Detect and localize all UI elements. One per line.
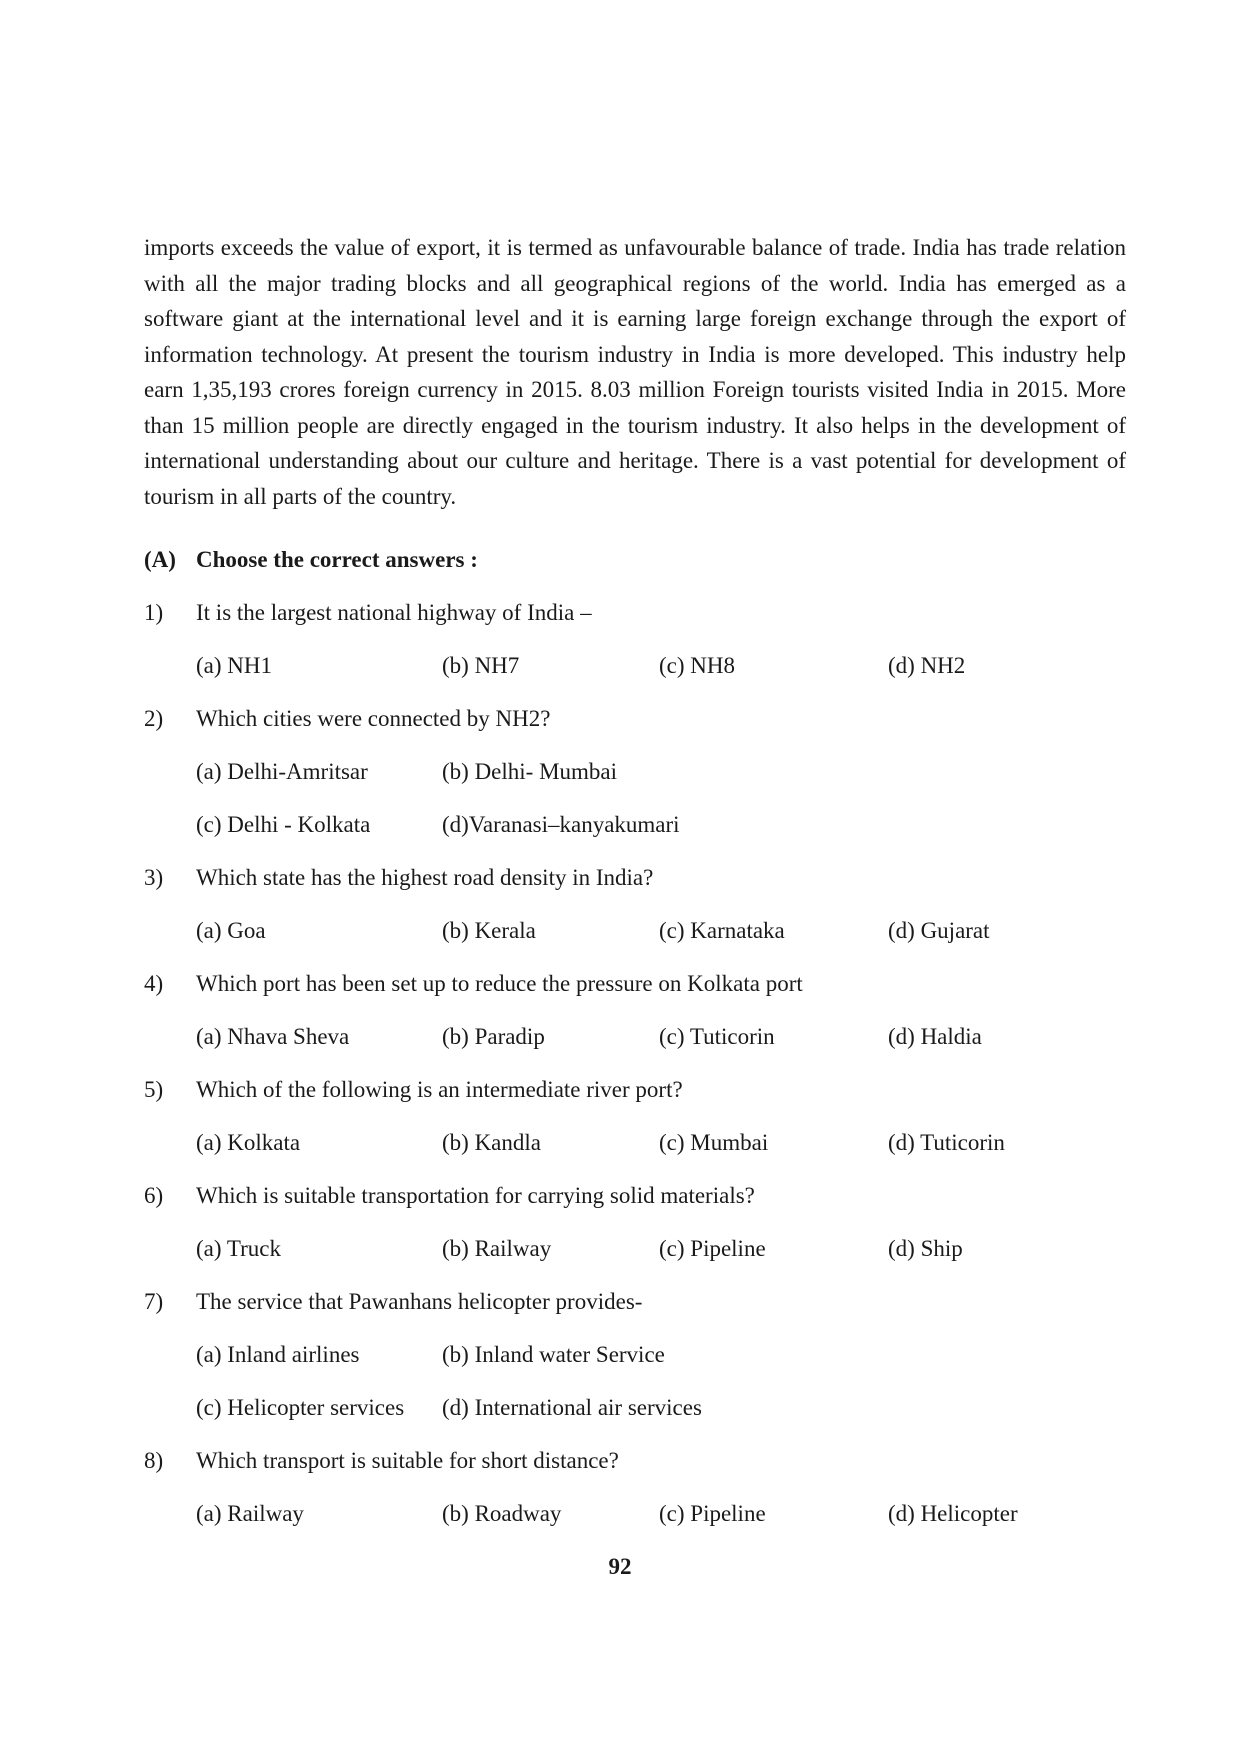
- answer-option: (d) Helicopter: [888, 1501, 1018, 1526]
- answer-option: (a) NH1: [196, 653, 272, 678]
- option-row: [144, 745, 1126, 798]
- option-row: [144, 798, 1126, 851]
- question-8: [144, 1434, 1126, 1487]
- option-row: [144, 1116, 1126, 1169]
- question-text: Which of the following is an intermediate river port?: [196, 1077, 683, 1102]
- option-row: [144, 1487, 1126, 1540]
- question-text: Which cities were connected by NH2?: [196, 706, 551, 731]
- answer-option: (c) Tuticorin: [659, 1024, 775, 1049]
- question-number: 8): [144, 1448, 164, 1473]
- answer-option: (d)Varanasi–kanyakumari: [442, 812, 680, 837]
- answer-option: (a) Goa: [196, 918, 266, 943]
- answer-option: (c) Karnataka: [659, 918, 785, 943]
- section-label: (A): [144, 547, 176, 572]
- question-text: Which state has the highest road density in India?: [196, 865, 654, 890]
- answer-option: (b) Inland water Service: [442, 1342, 665, 1367]
- answer-option: (a) Delhi-Amritsar: [196, 759, 368, 784]
- question-text: The service that Pawanhans helicopter provides-: [196, 1289, 643, 1314]
- answer-option: (c) NH8: [659, 653, 735, 678]
- question-text: Which is suitable transportation for carrying solid materials?: [196, 1183, 755, 1208]
- question-list: [144, 586, 1126, 1540]
- question-4: [144, 957, 1126, 1010]
- page-number: 92: [608, 1554, 632, 1579]
- option-row: [144, 1328, 1126, 1381]
- answer-option: (b) NH7: [442, 653, 520, 678]
- answer-option: (a) Inland airlines: [196, 1342, 360, 1367]
- answer-option: (a) Truck: [196, 1236, 281, 1261]
- answer-option: (c) Helicopter services: [196, 1395, 405, 1420]
- answer-option: (d) Ship: [888, 1236, 963, 1261]
- answer-option: (c) Pipeline: [659, 1236, 766, 1261]
- answer-option: (b) Delhi- Mumbai: [442, 759, 618, 784]
- intro-paragraph: imports exceeds the value of export, it is termed as unfavourable balance of trade. India has trade relation with all the major trading blocks and all geographical regions of the world. India has emerged as a software giant at the international level and it is earning large foreign exchange through the export of information technology. At present the tourism industry in India is more developed. This industry help earn 1,35,193 crores foreign currency in 2015. 8.03 million Foreign tourists visited India in 2015. More than 15 million people are directly engaged in the tourism industry. It also helps in the development of international understanding about our culture and heritage. There is a vast potential for development of tourism in all parts of the country.: [144, 235, 1126, 509]
- question-6: [144, 1169, 1126, 1222]
- question-1: [144, 586, 1126, 639]
- answer-option: (b) Kandla: [442, 1130, 541, 1155]
- question-3: [144, 851, 1126, 904]
- section-heading: [144, 534, 1126, 586]
- question-text: It is the largest national highway of India –: [196, 600, 592, 625]
- question-number: 5): [144, 1077, 164, 1102]
- option-row: [144, 904, 1126, 957]
- answer-option: (c) Mumbai: [659, 1130, 769, 1155]
- option-row: [144, 639, 1126, 692]
- answer-option: (b) Kerala: [442, 918, 536, 943]
- question-5: [144, 1063, 1126, 1116]
- answer-option: (a) Railway: [196, 1501, 304, 1526]
- question-number: 2): [144, 706, 164, 731]
- answer-option: (c) Delhi - Kolkata: [196, 812, 371, 837]
- question-text: Which transport is suitable for short distance?: [196, 1448, 619, 1473]
- question-number: 3): [144, 865, 164, 890]
- section-title: Choose the correct answers :: [196, 547, 478, 572]
- answer-option: (c) Pipeline: [659, 1501, 766, 1526]
- answer-option: (d) Tuticorin: [888, 1130, 1005, 1155]
- question-number: 4): [144, 971, 164, 996]
- answer-option: (a) Kolkata: [196, 1130, 301, 1155]
- question-number: 1): [144, 600, 164, 625]
- question-text: Which port has been set up to reduce the pressure on Kolkata port: [196, 971, 803, 996]
- question-number: 6): [144, 1183, 164, 1208]
- question-7: [144, 1275, 1126, 1328]
- answer-option: (d) Haldia: [888, 1024, 982, 1049]
- answer-option: (d) International air services: [442, 1395, 702, 1420]
- answer-option: (d) NH2: [888, 653, 966, 678]
- option-row: [144, 1222, 1126, 1275]
- question-2: [144, 692, 1126, 745]
- answer-option: (a) Nhava Sheva: [196, 1024, 350, 1049]
- page-content: [144, 230, 1126, 1540]
- option-row: [144, 1010, 1126, 1063]
- answer-option: (b) Roadway: [442, 1501, 562, 1526]
- option-row: [144, 1381, 1126, 1434]
- answer-option: (b) Railway: [442, 1236, 552, 1261]
- question-number: 7): [144, 1289, 164, 1314]
- answer-option: (b) Paradip: [442, 1024, 545, 1049]
- answer-option: (d) Gujarat: [888, 918, 990, 943]
